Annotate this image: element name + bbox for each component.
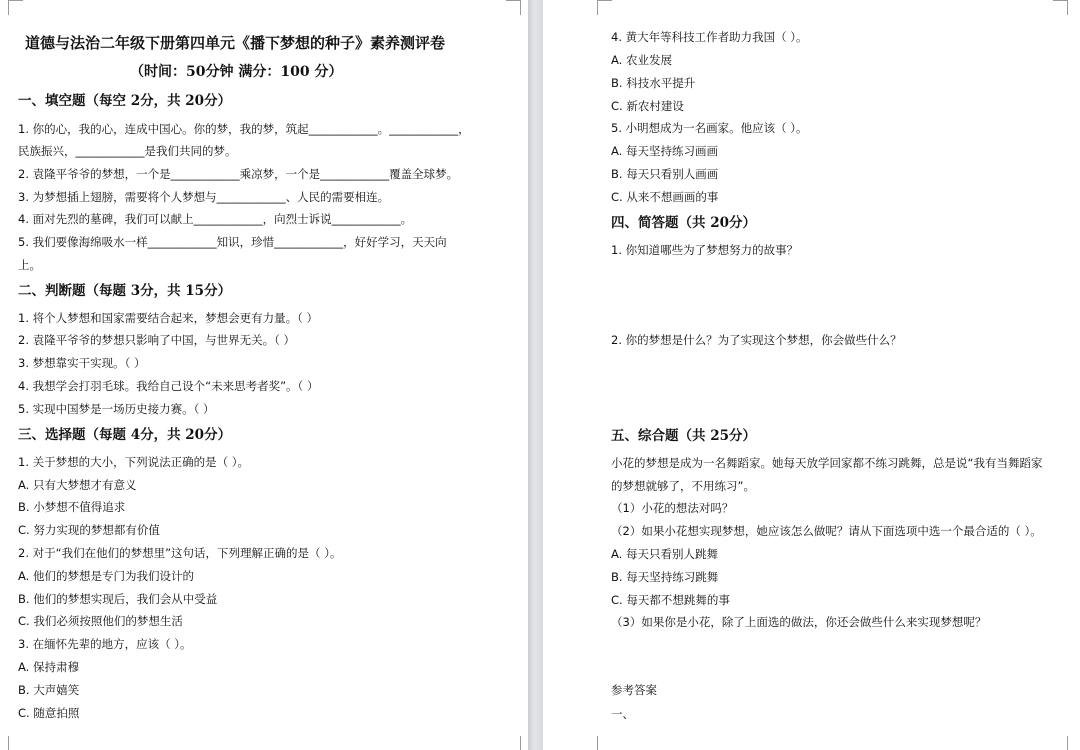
section-heading-fill-blank: 一、填空题（每空 2分，共 20分） [18, 93, 232, 109]
question-line: 5. 我们要像海绵吸水一样____________知识，珍惜____________，好好学习，天天向 [18, 235, 447, 249]
question-line: 2. 袁隆平爷爷的梦想，一个是____________乘凉梦，一个是____________覆盖全球梦。 [18, 167, 459, 181]
question-line: 5. 实现中国梦是一场历史接力赛。（ ） [18, 402, 215, 416]
question-line: （1）小花的想法对吗？ [611, 501, 734, 515]
option-line: A. 每天只看别人跳舞 [611, 547, 718, 561]
option-line: B. 小梦想不值得追求 [18, 500, 126, 514]
option-line: A. 每天坚持练习画画 [611, 144, 718, 158]
option-line: C. 从来不想画画的事 [611, 190, 719, 204]
option-line: C. 新农村建设 [611, 99, 684, 113]
question-line: 5. 小明想成为一名画家。他应该（ ）。 [611, 121, 808, 135]
crop-mark [1053, 736, 1068, 750]
option-line: C. 我们必须按照他们的梦想生活 [18, 614, 183, 628]
question-line: 2. 对于“我们在他们的梦想里”这句话，下列理解正确的是（ ）。 [18, 546, 342, 560]
option-line: A. 保持肃穆 [18, 660, 79, 674]
option-line: A. 只有大梦想才有意义 [18, 478, 137, 492]
question-line: （2）如果小花想实现梦想，她应该怎么做呢？请从下面选项中选一个最合适的（ ）。 [611, 524, 1042, 538]
question-line: （3）如果你是小花，除了上面选的做法，你还会做些什么来实现梦想呢？ [611, 615, 987, 629]
question-line: 1. 你的心，我的心，连成中国心。你的梦，我的梦，筑起____________。____________， [18, 122, 470, 136]
question-line: 3. 在缅怀先辈的地方，应该（ ）。 [18, 637, 192, 651]
crop-mark [597, 0, 612, 15]
question-line: 4. 黄大年等科技工作者助力我国（ ）。 [611, 30, 808, 44]
crop-mark [8, 736, 23, 750]
question-line: 3. 梦想靠实干实现。（ ） [18, 356, 146, 370]
option-line: C. 每天都不想跳舞的事 [611, 593, 730, 607]
question-line: 民族振兴，____________是我们共同的梦。 [18, 144, 237, 158]
question-line: 1. 关于梦想的大小，下列说法正确的是（ ）。 [18, 455, 250, 469]
option-line: B. 大声嬉笑 [18, 683, 80, 697]
section-heading-comprehensive: 五、综合题（共 25分） [611, 428, 756, 444]
option-line: A. 他们的梦想是专门为我们设计的 [18, 569, 194, 583]
page-gap [528, 0, 543, 750]
document-title: 道德与法治二年级下册第四单元《播下梦想的种子》素养测评卷 [25, 34, 446, 52]
question-line: 上。 [18, 258, 41, 272]
document-page-left [0, 0, 528, 750]
document-subtitle: （时间：50分钟 满分：100 分） [130, 64, 343, 80]
crop-mark [597, 736, 612, 750]
question-line: 4. 面对先烈的墓碑，我们可以献上____________，向烈士诉说____________。 [18, 212, 413, 226]
question-line: 1. 你知道哪些为了梦想努力的故事？ [611, 243, 799, 257]
question-line: 2. 你的梦想是什么？为了实现这个梦想，你会做些什么？ [611, 333, 902, 347]
paragraph-line: 小花的梦想是成为一名舞蹈家。她每天放学回家都不练习跳舞，总是说“我有当舞蹈家 [611, 456, 1043, 470]
crop-mark [506, 0, 521, 15]
crop-mark [8, 0, 23, 15]
crop-mark [506, 736, 521, 750]
answers-first-section: 一、 [611, 707, 634, 721]
option-line: A. 农业发展 [611, 53, 672, 67]
option-line: C. 努力实现的梦想都有价值 [18, 523, 160, 537]
option-line: B. 他们的梦想实现后，我们会从中受益 [18, 592, 218, 606]
option-line: B. 科技水平提升 [611, 76, 696, 90]
option-line: B. 每天只看别人画画 [611, 167, 719, 181]
option-line: B. 每天坚持练习跳舞 [611, 570, 719, 584]
crop-mark [1053, 0, 1068, 15]
section-heading-true-false: 二、判断题（每题 3分，共 15分） [18, 283, 232, 299]
question-line: 1. 将个人梦想和国家需要结合起来，梦想会更有力量。（ ） [18, 311, 319, 325]
document-page-right [543, 0, 1080, 750]
question-line: 3. 为梦想插上翅膀，需要将个人梦想与____________、人民的需要相连。 [18, 190, 390, 204]
question-line: 4. 我想学会打羽毛球。我给自己设个“未来思考者奖”。（ ） [18, 379, 319, 393]
section-heading-multiple-choice: 三、选择题（每题 4分，共 20分） [18, 427, 232, 443]
option-line: C. 随意拍照 [18, 706, 80, 720]
question-line: 2. 袁隆平爷爷的梦想只影响了中国，与世界无关。（ ） [18, 333, 296, 347]
answers-heading: 参考答案 [611, 683, 657, 697]
paragraph-line: 的梦想就够了，不用练习”。 [611, 479, 755, 493]
section-heading-short-answer: 四、简答题（共 20分） [611, 215, 756, 231]
